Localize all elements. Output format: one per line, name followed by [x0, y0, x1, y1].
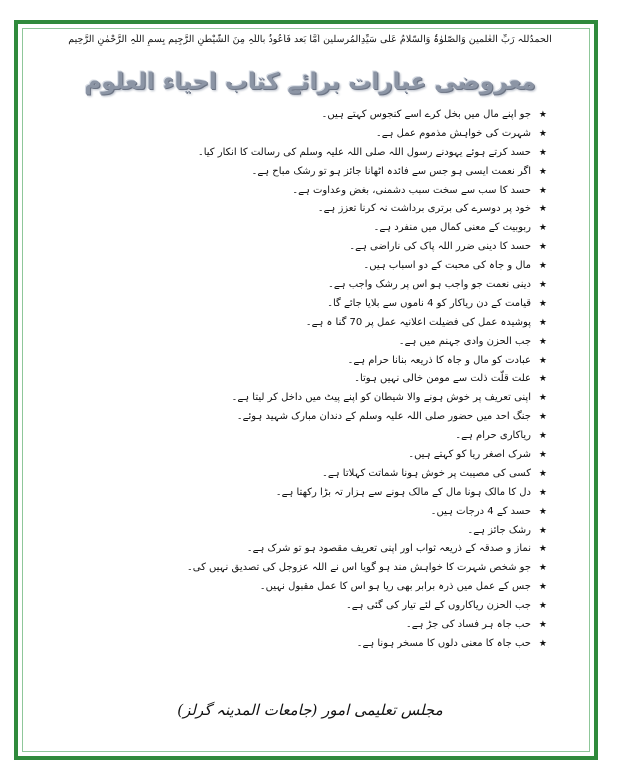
- list-item-text: جب الحزن ریاکاروں کے لئے تیار کی گئی ہے۔: [345, 600, 531, 612]
- list-item-text: اپنی تعریف پر خوش ہونے والا شیطان کو اپنے پیٹ میں داخل کر لیتا ہے۔: [231, 392, 531, 404]
- list-item-text: شہرت کی خواہش مذموم عمل ہے۔: [375, 127, 531, 139]
- list-item: [77, 389, 547, 408]
- list-item: [77, 352, 547, 371]
- list-item: [77, 522, 547, 541]
- star-icon: ★: [538, 280, 547, 291]
- list-item: [77, 540, 547, 559]
- list-item-text: عبادت کو مال و جاہ کا ذریعہ بنانا حرام ہے۔: [347, 354, 531, 366]
- star-icon: ★: [538, 638, 547, 649]
- list-item: [77, 484, 547, 503]
- star-icon: ★: [538, 582, 547, 593]
- list-item-text: علت قلّت ذلت سے مومن خالی نہیں ہوتا۔: [354, 373, 531, 385]
- list-item: [77, 144, 547, 163]
- list-item-text: پوشیدہ عمل کی فضیلت اعلانیہ عمل پر 70 گنا ہ ہے۔: [305, 316, 531, 328]
- list-item-text: کسی کی مصیبت پر خوش ہونا شماتت کہلاتا ہے۔: [322, 467, 531, 479]
- list-item: [77, 125, 547, 144]
- list-item-text: جنگ احد میں حضور صلی اللہ علیہ وسلم کے دندان مبارک شہید ہوئے۔: [236, 411, 531, 423]
- list-item: [77, 465, 547, 484]
- list-item: [77, 446, 547, 465]
- list-item-text: مال و جاہ کی محبت کے دو اسباب ہیں۔: [363, 260, 531, 272]
- star-icon: ★: [538, 298, 547, 309]
- list-item-text: دینی نعمت جو واجب ہو اس پر رشک واجب ہے۔: [327, 279, 531, 291]
- star-icon: ★: [538, 620, 547, 631]
- list-item: [77, 106, 547, 125]
- star-icon: ★: [538, 166, 547, 177]
- list-item: [77, 616, 547, 635]
- list-item: [77, 597, 547, 616]
- star-icon: ★: [538, 506, 547, 517]
- star-icon: ★: [538, 544, 547, 555]
- list-item-text: ریاکاری حرام ہے۔: [455, 430, 531, 442]
- list-item-text: خود پر دوسرے کی برتری برداشت نہ کرنا تعزز ہے۔: [317, 203, 531, 215]
- list-item: [77, 333, 547, 352]
- list-item: [77, 408, 547, 427]
- list-item: [77, 219, 547, 238]
- list-item: [77, 314, 547, 333]
- list-item-text: جو اپنے مال میں بخل کرے اسے کنجوس کہتے ہیں۔: [321, 109, 531, 120]
- page-title: معروضی عبارات برائے کتاب احیاء العلوم: [84, 69, 536, 95]
- star-icon: ★: [538, 317, 547, 328]
- list-item-text: حسد کا دینی ضرر اللہ پاک کی ناراضی ہے۔: [349, 241, 531, 253]
- list-item-text: حب جاہ کا معنی دلوں کا مسخر ہونا ہے۔: [356, 637, 531, 649]
- list-item-text: قیامت کے دن ریاکار کو 4 ناموں سے بلایا جائے گا۔: [327, 297, 531, 309]
- list-item: [77, 559, 547, 578]
- list-item-text: حسد کا سب سے سخت سبب دشمنی، بغض وعداوت ہے۔: [292, 184, 531, 196]
- star-icon: ★: [538, 128, 547, 139]
- list-item: [77, 427, 547, 446]
- star-icon: ★: [538, 487, 547, 498]
- list-item: [77, 370, 547, 389]
- list-item-text: حسد کرتے ہوئے یہودنے رسول اللہ صلی اللہ علیہ وسلم کی رسالت کا انکار کیا۔: [197, 146, 531, 158]
- star-icon: ★: [538, 223, 547, 234]
- list-item: [77, 257, 547, 276]
- star-icon: ★: [538, 431, 547, 442]
- list-item: [77, 578, 547, 597]
- list-item-text: حسد کے 4 درجات ہیں۔: [430, 505, 531, 517]
- list-item-text: اگر نعمت ایسی ہو جس سے فائدہ اٹھانا جائز ہو تو رشک مباح ہے۔: [251, 165, 531, 177]
- list-item: [77, 200, 547, 219]
- list-item: [77, 295, 547, 314]
- star-icon: ★: [538, 374, 547, 385]
- footer-signature: مجلس تعلیمی امور (جامعات المدینہ گرلز): [177, 701, 443, 719]
- star-icon: ★: [538, 242, 547, 253]
- list-item: [77, 182, 547, 201]
- star-icon: ★: [538, 204, 547, 215]
- list-item: [77, 163, 547, 182]
- list-item: [77, 238, 547, 257]
- list-item-text: شرک اصغر ریا کو کہتے ہیں۔: [408, 449, 531, 461]
- star-icon: ★: [538, 355, 547, 366]
- list-item-text: جو شخص شہرت کا خواہش مند ہو گویا اس نے اللہ عزوجل کی تصدیق نہیں کی۔: [186, 562, 531, 574]
- star-icon: ★: [538, 525, 547, 536]
- star-icon: ★: [538, 450, 547, 461]
- statement-list: [77, 106, 547, 654]
- star-icon: ★: [538, 601, 547, 612]
- list-item-text: جس کے عمل میں ذرہ برابر بھی ریا ہو اس کا عمل مقبول نہیں۔: [259, 581, 531, 593]
- star-icon: ★: [538, 147, 547, 158]
- star-icon: ★: [538, 468, 547, 479]
- star-icon: ★: [538, 110, 547, 120]
- star-icon: ★: [538, 336, 547, 347]
- list-item-text: نماز و صدقہ کے ذریعہ ثواب اور اپنی تعریف مقصود ہو تو شرک ہے۔: [246, 543, 531, 555]
- list-item-text: دل کا مالک ہونا مال کے مالک ہونے سے ہزار تہ بڑا رکھتا ہے۔: [275, 486, 531, 498]
- list-item-text: ربوبیت کے معنی کمال میں منفرد ہے۔: [373, 222, 531, 234]
- opening-invocation: الحمدُللہ رَبِّ العٰلمین وَالصّلوٰۃُ وَالسّلامُ عَلٰی سَیِّدِالمُرسلین اَمَّا بَعد فَاَعُوذُ باللّٰہِ مِنَ الشَّیْطٰنِ الرَّجِیم بِسمِ اللّٰہِ الرَّحْمٰنِ الرَّحِیم: [68, 34, 552, 45]
- list-item: [77, 503, 547, 522]
- star-icon: ★: [538, 412, 547, 423]
- star-icon: ★: [538, 185, 547, 196]
- star-icon: ★: [538, 563, 547, 574]
- list-item-text: رشک جائز ہے۔: [467, 524, 531, 536]
- list-item: [77, 276, 547, 295]
- star-icon: ★: [538, 393, 547, 404]
- list-item-text: جب الحزن وادی جہنم میں ہے۔: [398, 335, 531, 347]
- star-icon: ★: [538, 261, 547, 272]
- list-item-text: حب جاہ ہر فساد کی جڑ ہے۔: [405, 619, 531, 631]
- list-item: [77, 635, 547, 654]
